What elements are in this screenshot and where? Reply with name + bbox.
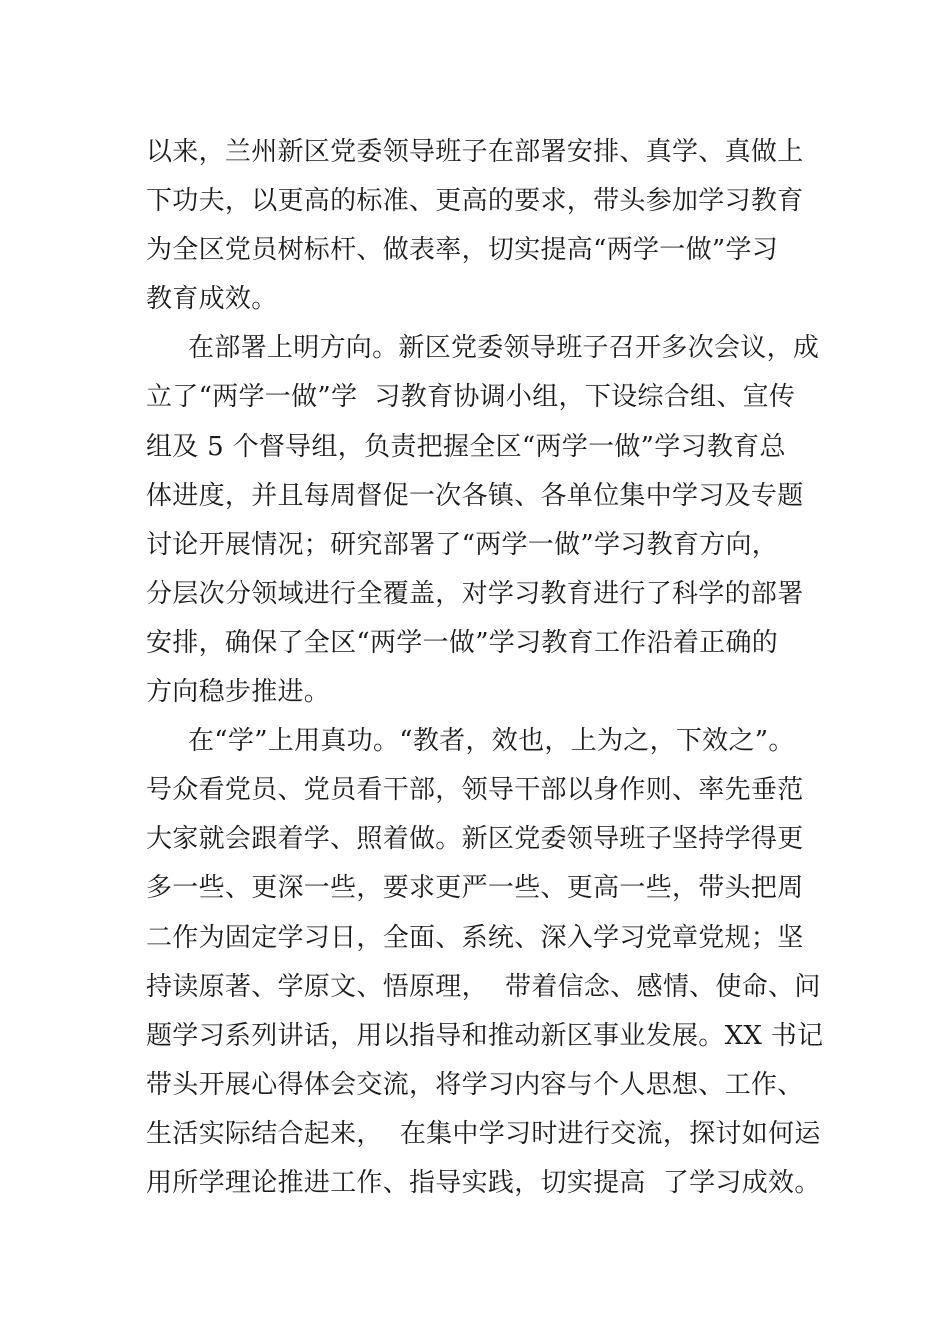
- body-text: [146, 128, 846, 1208]
- text-line: 多一些、更深一些，要求更严一些、更高一些，带头把周: [146, 873, 804, 904]
- text-line: 为全区党员树标杆、做表率，切实提高“两学一做”学习: [146, 235, 779, 266]
- text-line: 题学习系列讲话，用以指导和推动新区事业发展。XX 书记: [146, 1020, 824, 1051]
- text-line: 教育成效。: [146, 284, 278, 315]
- text-line: 用所学理论推进工作、指导实践，切实提高 了学习成效。: [146, 1167, 821, 1198]
- text-line: 生活实际结合起来， 在集中学习时进行交流，探讨如何运: [146, 1118, 821, 1149]
- text-line: 以来，兰州新区党委领导班子在部署安排、真学、真做上: [146, 137, 804, 167]
- text-line: 安排，确保了全区“两学一做”学习教育工作沿着正确的: [146, 627, 779, 658]
- text-line: 立了“两学一做”学 习教育协调小组，下设综合组、宣传: [146, 382, 796, 413]
- text-line: 下功夫，以更高的标准、更高的要求，带头参加学习教育: [146, 186, 804, 217]
- text-line: 号众看党员、党员看干部，领导干部以身作则、率先垂范: [146, 775, 804, 806]
- text-line: 分层次分领域进行全覆盖，对学习教育进行了科学的部署: [146, 578, 804, 609]
- text-line: 大家就会跟着学、照着做。新区党委领导班子坚持学得更: [146, 824, 804, 855]
- text-line: 讨论开展情况；研究部署了“两学一做”学习教育方向，: [146, 529, 779, 560]
- paragraph-first-line: 在部署上明方向。新区党委领导班子召开多次会议，成: [188, 333, 820, 364]
- text-line: 体进度，并且每周督促一次各镇、各单位集中学习及专题: [146, 480, 804, 511]
- text-line: 方向稳步推进。: [146, 677, 331, 708]
- text-line: 持读原著、学原文、悟原理， 带着信念、感情、使命、问: [146, 971, 821, 1002]
- text-line: 组及 5 个督导组，负责把握全区“两学一做”学习教育总: [146, 431, 786, 462]
- text-line: 带头开展心得体会交流，将学习内容与个人思想、工作、: [146, 1069, 804, 1100]
- paragraph-first-line: 在“学”上用真功。“教者，效也，上为之，下效之”。: [188, 726, 795, 757]
- text-line: 二作为固定学习日，全面、系统、深入学习党章党规；坚: [146, 922, 804, 953]
